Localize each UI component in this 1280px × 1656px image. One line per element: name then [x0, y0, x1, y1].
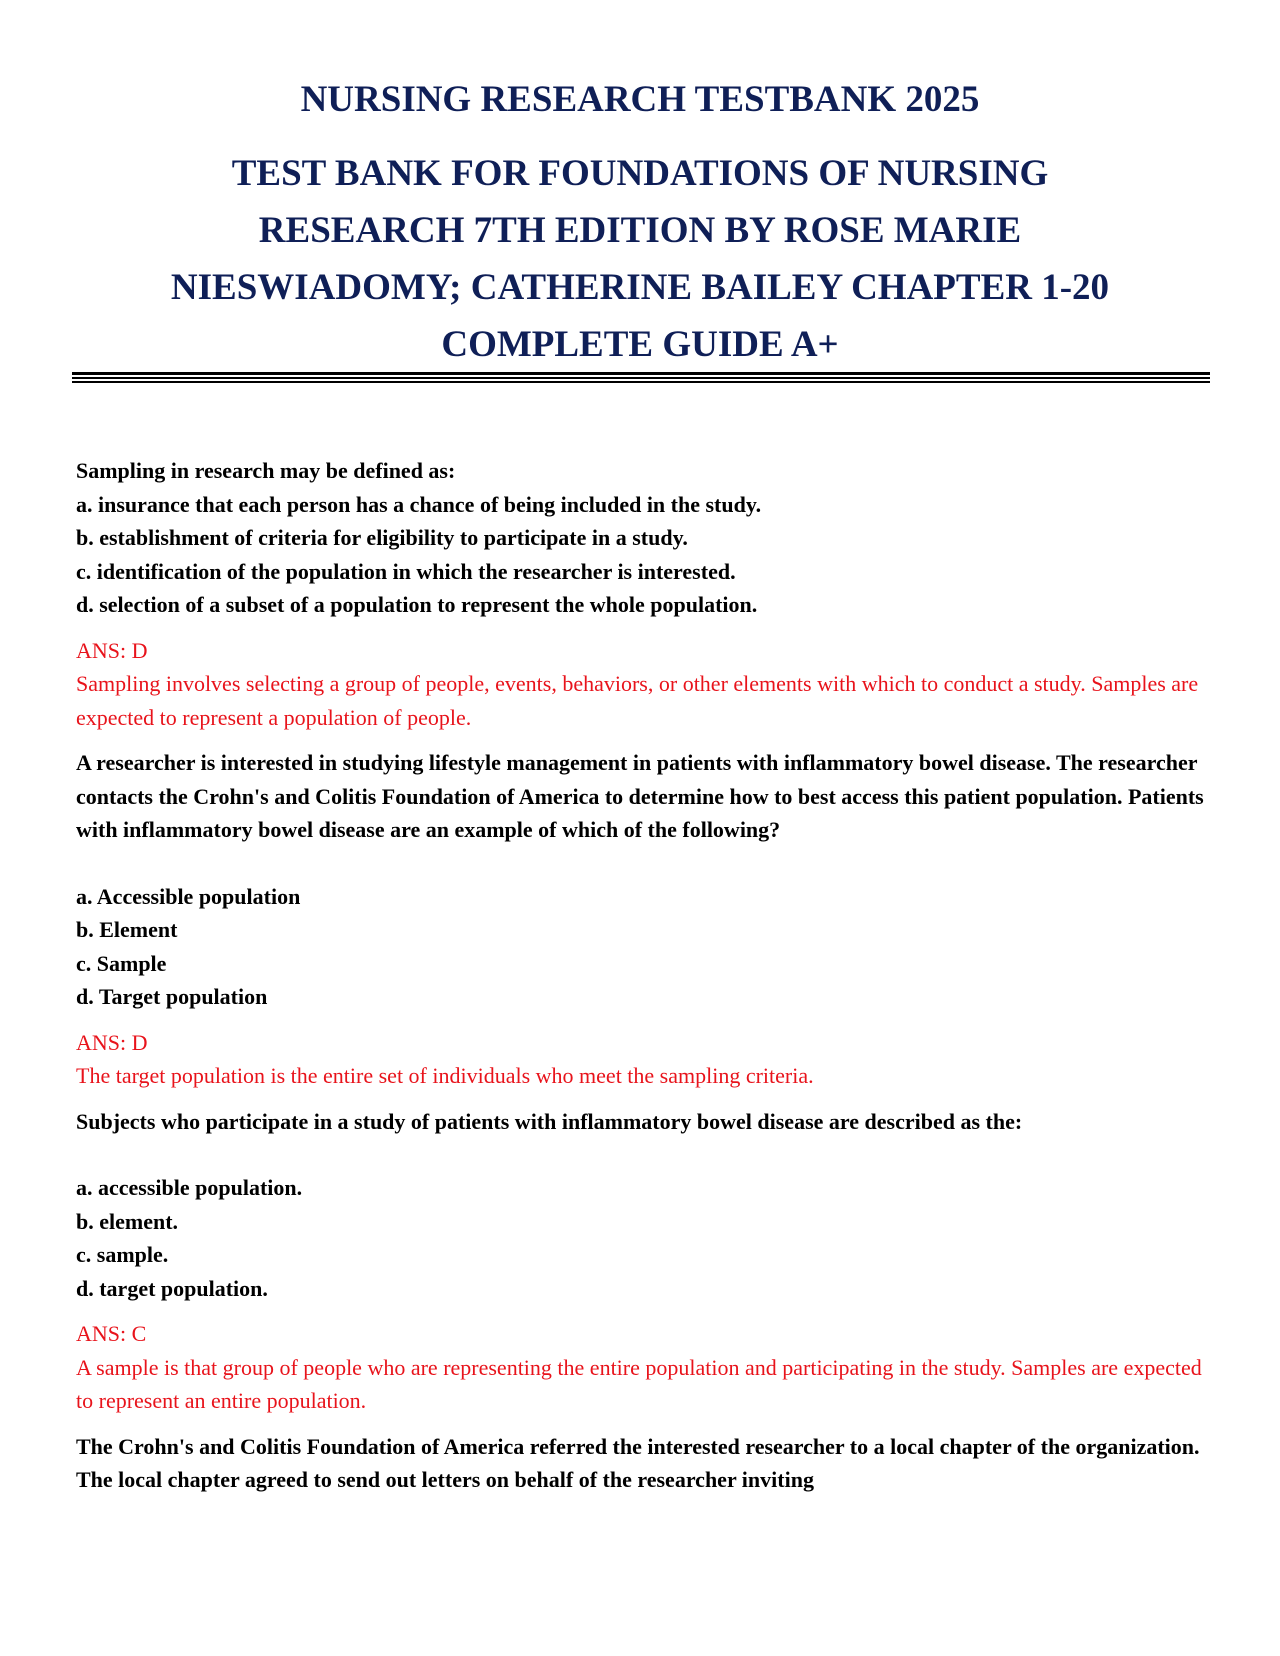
answer-option: d. Target population	[76, 984, 268, 1009]
question-list	[76, 454, 1206, 1497]
answer-option: d. target population.	[76, 1275, 268, 1301]
answer-option: d. selection of a subset of a population to represent the whole population.	[76, 592, 758, 617]
title-divider-middle	[72, 377, 1210, 379]
answer-option: b. Element	[76, 917, 178, 942]
answer-option: b. establishment of criteria for eligibility to participate in a study.	[76, 525, 688, 550]
title-divider-bottom	[72, 381, 1210, 383]
answer-key: ANS: C	[76, 1321, 147, 1346]
question-stem: Sampling in research may be defined as:	[76, 458, 456, 483]
subtitle-line: NIESWIADOMY; CATHERINE BAILEY CHAPTER 1-20	[170, 267, 1110, 308]
document-subtitle	[72, 145, 1208, 373]
answer-block	[76, 1026, 1206, 1093]
answer-option: a. accessible population.	[76, 1175, 303, 1200]
answer-option: c. sample.	[76, 1242, 169, 1267]
spacer	[76, 847, 1206, 880]
answer-rationale: The target population is the entire set of individuals who meet the sampling criteria.	[76, 1063, 814, 1088]
title-divider-top	[72, 372, 1210, 375]
answer-block	[76, 1317, 1206, 1418]
answer-key: ANS: D	[76, 637, 148, 663]
answer-option: c. identification of the population in which the researcher is interested.	[76, 558, 736, 584]
question-stem: A researcher is interested in studying lifestyle management in patients with inflammatory bowel disease. The researcher contacts the Crohn's and Colitis Foundation of America to determine how to best access this patient population. Patients with inflammatory bowel disease are an example of which of the following?	[76, 750, 1204, 842]
subtitle-line: TEST BANK FOR FOUNDATIONS OF NURSING	[231, 153, 1049, 194]
spacer	[76, 1138, 1206, 1171]
answer-rationale: A sample is that group of people who are representing the entire population and participating in the study. Samples are expected to represent an entire population.	[76, 1354, 1202, 1413]
answer-option: a. Accessible population	[76, 883, 301, 909]
document-title: NURSING RESEARCH TESTBANK 2025	[300, 79, 980, 120]
answer-option: c. Sample	[76, 950, 167, 976]
question-item	[76, 1430, 1206, 1497]
answer-key: ANS: D	[76, 1029, 148, 1055]
question-stem: Subjects who participate in a study of patients with inflammatory bowel disease are described as the:	[76, 1108, 1023, 1134]
subtitle-line: RESEARCH 7TH EDITION BY ROSE MARIE	[258, 210, 1022, 251]
question-item	[76, 1105, 1206, 1418]
subtitle-line: COMPLETE GUIDE A+	[441, 324, 839, 365]
question-stem: The Crohn's and Colitis Foundation of America referred the interested researcher to a local chapter of the organization. The local chapter agreed to send out letters on behalf of the researcher inviting	[76, 1433, 1200, 1492]
question-item	[76, 746, 1206, 1093]
answer-rationale: Sampling involves selecting a group of people, events, behaviors, or other elements with which to conduct a study. Samples are expected to represent a population of people.	[76, 671, 1199, 730]
question-item	[76, 454, 1206, 734]
answer-block	[76, 634, 1206, 735]
answer-option: a. insurance that each person has a chance of being included in the study.	[76, 491, 762, 517]
answer-option: b. element.	[76, 1208, 179, 1234]
